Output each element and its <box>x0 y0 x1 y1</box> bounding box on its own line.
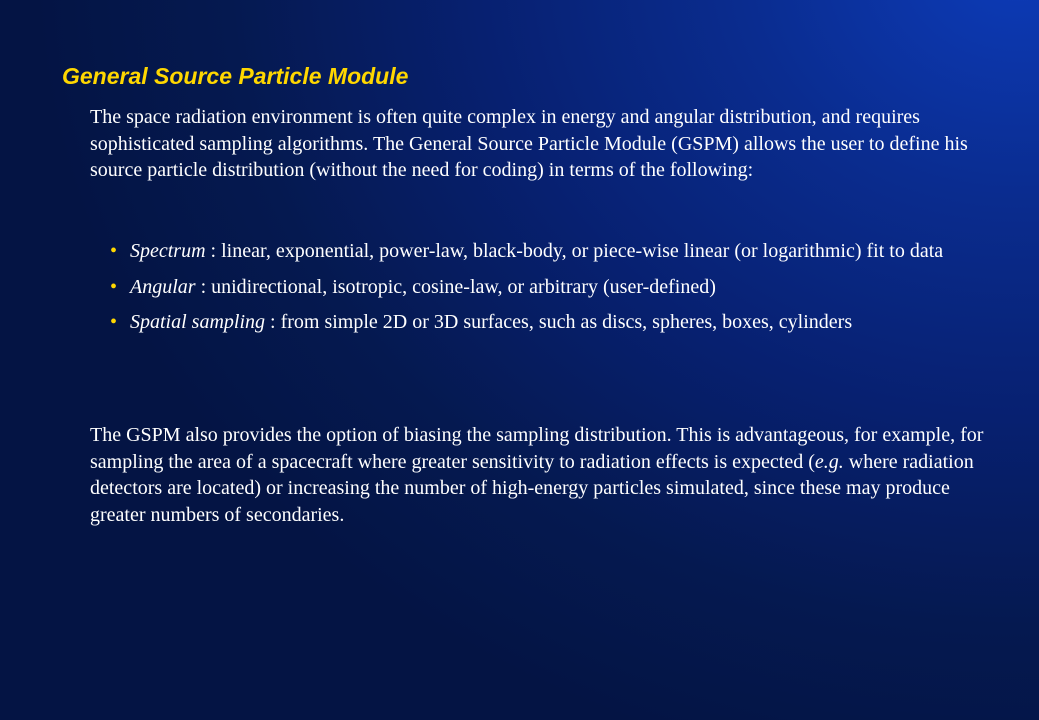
bullet-dot-icon: • <box>110 275 118 298</box>
outro-eg: e.g. <box>814 450 844 473</box>
slide-title: General Source Particle Module <box>62 63 409 89</box>
intro-paragraph: The space radiation environment is often quite complex in energy and angular distribution, and requires sophisticated sampling algorithms. The General Source Particle Module (GSPM) allows the user to define his source particle distribution (without the need for coding) in terms of the following: <box>90 106 968 181</box>
bullet-term: Spatial sampling <box>130 311 266 333</box>
bullet-text: : linear, exponential, power-law, black-body, or piece-wise linear (or logarithmic) fit to data <box>205 240 944 262</box>
bullet-text: : from simple 2D or 3D surfaces, such as discs, spheres, boxes, cylinders <box>265 311 853 333</box>
outro-paragraph <box>90 422 990 528</box>
bullet-item-spectrum <box>110 238 990 265</box>
outro-text-part2: where radiation detectors are located) or increasing the number of high-energy particles simulated, since these may produce greater numbers of secondaries. <box>90 450 974 526</box>
bullet-item-angular <box>110 274 990 301</box>
bullet-term: Angular <box>130 275 196 298</box>
outro-text-part1: The GSPM also provides the option of biasing the sampling distribution. This is advantageous, for example, for sampling the area of a spacecraft where greater sensitivity to radiation effects is expected ( <box>90 424 984 473</box>
bullet-dot-icon: • <box>110 240 118 262</box>
bullet-term: Spectrum <box>130 240 206 262</box>
bullet-item-spatial-sampling <box>110 309 990 336</box>
bullet-list <box>110 238 990 345</box>
bullet-text: : unidirectional, isotropic, cosine-law, or arbitrary (user-defined) <box>195 275 716 298</box>
bullet-dot-icon: • <box>110 311 118 333</box>
